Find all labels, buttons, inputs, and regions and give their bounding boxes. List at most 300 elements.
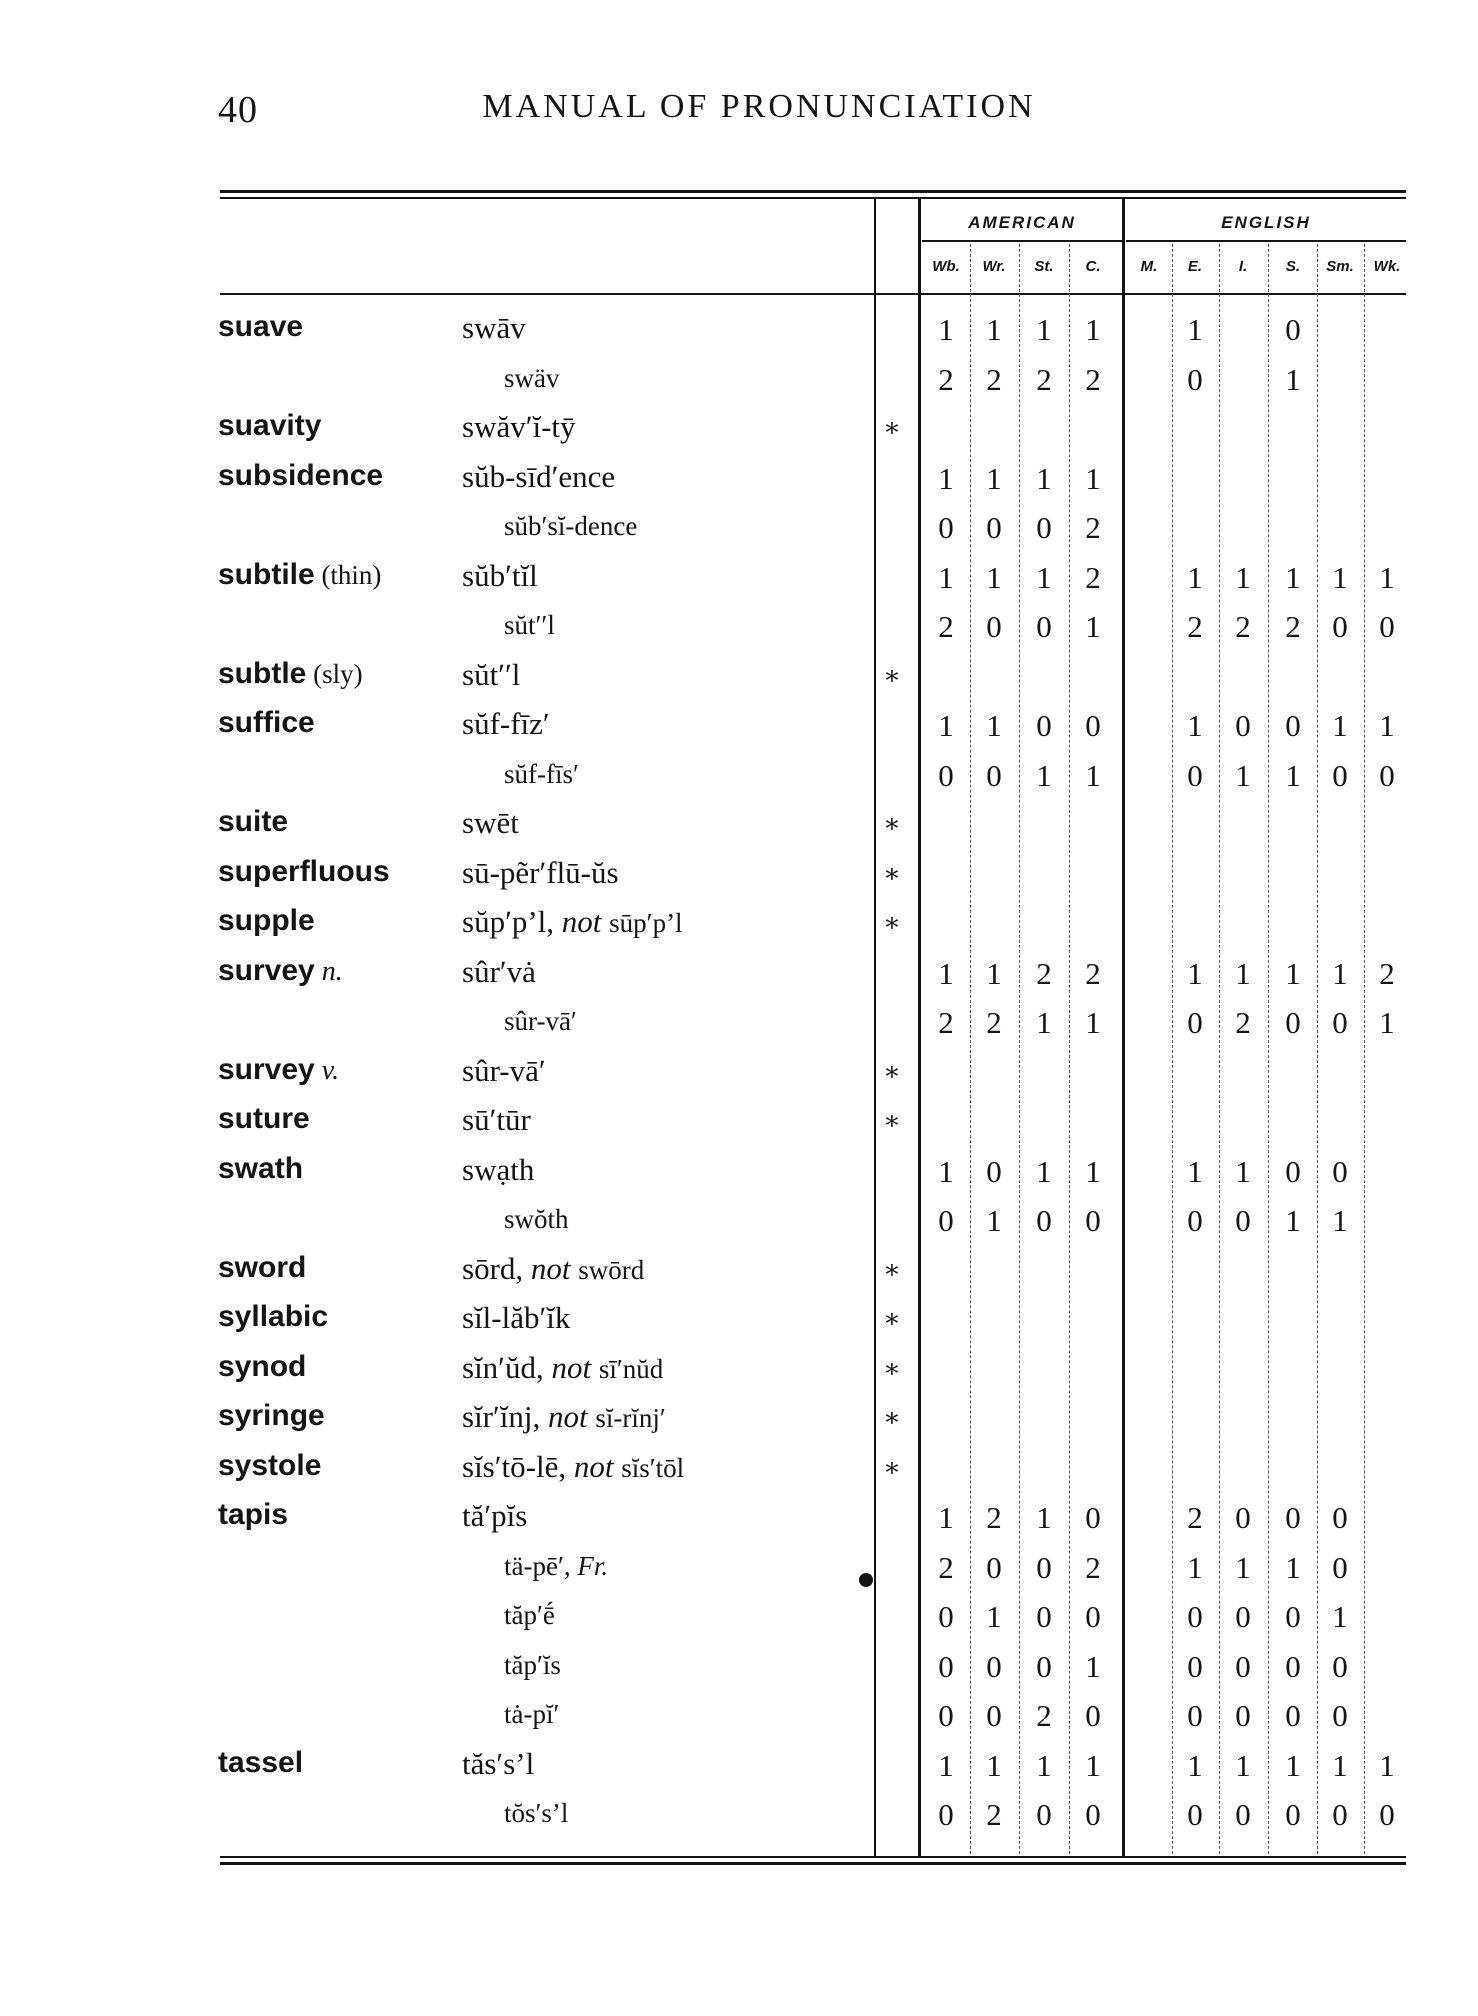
not-label: not: [566, 1448, 622, 1484]
incorrect-pronunciation: sĭ-rĭnjʹ: [595, 1403, 666, 1433]
table-row: [0, 1049, 1478, 1098]
table-cell: 1: [986, 559, 1002, 595]
not-label: not: [523, 1250, 579, 1286]
pronunciation: [462, 1350, 663, 1386]
table-cell: 1: [1187, 955, 1203, 991]
table-cell: 0: [1187, 757, 1203, 793]
table-row: [0, 1098, 1478, 1147]
table-cell: 2: [986, 361, 1002, 397]
column-header: M.: [1140, 258, 1158, 275]
table-row: [0, 405, 1478, 454]
pronunciation-text: swēt: [462, 805, 519, 840]
table-cell: 0: [1187, 1005, 1203, 1040]
table-cell: 2: [1085, 361, 1101, 397]
incorrect-pronunciation: sĭsʹtōl: [621, 1452, 685, 1483]
pronunciation: [462, 855, 619, 891]
star-marker: ∗: [883, 660, 901, 690]
alternate-pronunciation: [504, 1600, 555, 1631]
table-cell: 1: [938, 1747, 954, 1783]
pronunciation-text: tăsʹs’l: [462, 1745, 535, 1781]
star-marker: ∗: [883, 858, 901, 888]
pronunciation: [462, 558, 538, 594]
table-cell: 0: [1332, 1698, 1348, 1733]
table-cell: 2: [938, 361, 954, 397]
table-row: [0, 1395, 1478, 1444]
bottom-rule-2: [220, 1862, 1406, 1865]
table-cell: 2: [1187, 1500, 1203, 1535]
table-cell: 0: [1036, 708, 1052, 743]
table-cell: 0: [1235, 1599, 1251, 1634]
table-row: [0, 1494, 1478, 1543]
pronunciation-text: sŭf-fīsʹ: [504, 758, 579, 789]
table-cell: 0: [986, 1698, 1002, 1733]
incorrect-pronunciation: swōrd: [578, 1254, 645, 1285]
pronunciation-text: sûrʹvȧ: [462, 953, 536, 989]
table-cell: 1: [1332, 1599, 1348, 1634]
table-cell: 2: [938, 1549, 954, 1585]
table-cell: 1: [1187, 1747, 1203, 1783]
table-row: [0, 1742, 1478, 1791]
table-cell: 0: [1085, 1203, 1101, 1238]
not-label: not: [543, 1349, 599, 1385]
pronunciation-text: sĭnʹŭd,: [462, 1349, 544, 1385]
table-cell: 0: [1285, 1698, 1301, 1733]
table-cell: 1: [1036, 1153, 1052, 1189]
star-marker: ∗: [883, 1304, 901, 1333]
pronunciation-text: sŭtʹʹl: [504, 610, 555, 640]
entry-word: [218, 1498, 288, 1532]
not-label: not: [540, 1399, 596, 1434]
table-cell: 0: [1285, 1153, 1301, 1189]
table-row: [0, 752, 1478, 801]
table-cell: 1: [986, 1747, 1002, 1783]
table-cell: 1: [1332, 1203, 1348, 1238]
pronunciation-text: sĭsʹtō-lē,: [462, 1448, 567, 1484]
table-cell: 1: [1085, 1005, 1101, 1040]
pronunciation: [462, 1300, 570, 1336]
table-cell: 0: [986, 1648, 1002, 1684]
pronunciation-text: tä-pēʹ,: [504, 1550, 571, 1581]
entry-note: (sly): [306, 658, 363, 689]
table-cell: 1: [1379, 708, 1395, 743]
table-cell: 0: [938, 1599, 954, 1634]
table-cell: 0: [1036, 609, 1052, 644]
pronunciation: [462, 310, 526, 346]
table-cell: 1: [1187, 708, 1203, 743]
pronunciation-text: sûr-vāʹ: [462, 1052, 546, 1088]
table-cell: 1: [1379, 559, 1395, 595]
table-cell: 1: [1235, 559, 1251, 595]
entry-note: (thin): [314, 559, 382, 590]
table-cell: 1: [938, 955, 954, 991]
table-cell: 1: [1235, 1747, 1251, 1783]
table-cell: 2: [1085, 510, 1101, 545]
table-cell: 1: [1285, 955, 1301, 991]
table-cell: 1: [986, 1599, 1002, 1634]
column-header: Wk.: [1373, 258, 1401, 275]
table-cell: 0: [1235, 1500, 1251, 1535]
table-cell: 1: [1235, 1549, 1251, 1585]
column-header: E.: [1187, 258, 1203, 275]
table-row: [0, 1791, 1478, 1840]
alternate-pronunciation: [504, 610, 555, 641]
header-rule: [220, 293, 1406, 295]
table-cell: 1: [938, 312, 954, 347]
group-rule-english: [1126, 240, 1406, 242]
table-cell: 0: [1235, 1797, 1251, 1832]
pronunciation-text: tăpʹḗ: [504, 1600, 555, 1630]
table-cell: 0: [1235, 708, 1251, 743]
table-cell: 0: [986, 510, 1002, 545]
table-cell: 0: [1285, 312, 1301, 347]
table-cell: 0: [1235, 1203, 1251, 1238]
table-cell: 0: [1187, 1797, 1203, 1832]
table-cell: 0: [1285, 1599, 1301, 1634]
entry-word: [218, 954, 343, 988]
table-cell: 0: [1285, 1005, 1301, 1040]
table-row: [0, 702, 1478, 751]
entry-word: [218, 855, 390, 889]
table-cell: 0: [1187, 1203, 1203, 1238]
table-cell: 2: [986, 1500, 1002, 1535]
table-cell: 1: [1085, 1648, 1101, 1684]
pronunciation-text: tăpʹĭs: [504, 1649, 561, 1680]
pronunciation-text: sŭbʹsĭ-dence: [504, 511, 638, 541]
table-cell: 0: [1379, 757, 1395, 793]
entry-word: [218, 904, 315, 938]
entry-part-of-speech: v.: [314, 1054, 340, 1086]
alternate-pronunciation: [504, 759, 579, 790]
alternate-pronunciation: [504, 1551, 608, 1582]
table-cell: 1: [1235, 1153, 1251, 1189]
entry-word-text: subtle: [218, 656, 307, 690]
table-cell: 1: [1187, 1153, 1203, 1189]
table-row: [0, 504, 1478, 553]
pronunciation: [462, 805, 519, 841]
table-cell: 1: [986, 708, 1002, 743]
entry-word-text: tassel: [218, 1745, 304, 1779]
table-cell: 0: [986, 1153, 1002, 1189]
table-row: [0, 801, 1478, 850]
table-cell: 1: [1036, 1005, 1052, 1040]
table-cell: 0: [1085, 1500, 1101, 1535]
alternate-pronunciation: [504, 363, 560, 394]
table-row: [0, 306, 1478, 355]
pronunciation: [462, 1251, 644, 1287]
entry-word: [218, 310, 303, 344]
pronunciation-text: swāv: [462, 310, 526, 345]
table-cell: 2: [938, 609, 954, 644]
table-cell: 0: [986, 757, 1002, 793]
entry-word-text: syringe: [218, 1399, 325, 1432]
table-cell: 1: [1085, 757, 1101, 793]
entry-word: [218, 459, 383, 493]
entry-word-text: superfluous: [218, 854, 390, 888]
table-cell: 0: [1187, 1599, 1203, 1634]
running-head: MANUAL OF PRONUNCIATION: [482, 88, 1036, 125]
pronunciation: [462, 1498, 527, 1534]
entry-word: [218, 1102, 310, 1136]
table-row: [0, 851, 1478, 900]
table-cell: 1: [1036, 460, 1052, 496]
star-marker: ∗: [883, 1106, 901, 1135]
table-cell: 0: [1332, 1005, 1348, 1040]
entry-word-text: swath: [218, 1151, 304, 1185]
table-cell: 0: [938, 1698, 954, 1733]
table-cell: 2: [1085, 1549, 1101, 1585]
table-row: [0, 1148, 1478, 1197]
table-cell: 0: [938, 1797, 954, 1832]
table-cell: 2: [938, 1005, 954, 1040]
pronunciation-text: sĭrʹĭnj,: [462, 1399, 541, 1434]
entry-word-text: supple: [218, 904, 315, 937]
table-cell: 1: [1379, 1005, 1395, 1040]
table-cell: 2: [986, 1797, 1002, 1832]
table-cell: 2: [1187, 609, 1203, 644]
entry-word: [218, 1399, 325, 1433]
entry-word: [218, 1053, 339, 1087]
star-marker: ∗: [883, 1403, 901, 1432]
table-cell: 1: [938, 708, 954, 743]
entry-word-text: synod: [218, 1349, 307, 1383]
table-cell: 0: [1379, 1797, 1395, 1832]
column-header: Wr.: [982, 258, 1006, 275]
alternate-pronunciation: [504, 1798, 568, 1829]
table-cell: 1: [1332, 1747, 1348, 1783]
pronunciation-text: sū-pẽrʹflū-ŭs: [462, 854, 619, 890]
entry-part-of-speech: n.: [314, 955, 343, 987]
entry-word: [218, 409, 321, 443]
table-cell: 0: [938, 757, 954, 793]
table-row: [0, 1643, 1478, 1692]
table-cell: 1: [1235, 955, 1251, 991]
table-row: [0, 1445, 1478, 1494]
pronunciation: [462, 1746, 534, 1782]
entry-word: [218, 1251, 306, 1285]
entry-word: [218, 657, 363, 691]
table-cell: 0: [1332, 1153, 1348, 1189]
table-cell: 1: [986, 312, 1002, 347]
table-cell: 1: [1187, 312, 1203, 347]
entry-word-text: suture: [218, 1102, 310, 1135]
table-row: [0, 999, 1478, 1048]
table-cell: 1: [1285, 1549, 1301, 1585]
table-cell: 0: [1187, 1648, 1203, 1684]
star-marker: ∗: [883, 1056, 901, 1086]
entry-word: [218, 1152, 303, 1186]
entry-word-text: survey: [218, 953, 315, 987]
incorrect-pronunciation: sūpʹp’l: [609, 908, 683, 938]
bottom-rule: [220, 1856, 1406, 1858]
column-header: Sm.: [1326, 258, 1354, 275]
table-row: [0, 653, 1478, 702]
table-row: [0, 455, 1478, 504]
star-marker: ∗: [883, 413, 901, 442]
table-row: [0, 1296, 1478, 1345]
entry-word: [218, 706, 315, 740]
table-cell: 1: [1036, 1747, 1052, 1783]
column-header: I.: [1238, 258, 1248, 275]
pronunciation-text: sĭl-lăbʹĭk: [462, 1300, 571, 1335]
table-row: [0, 900, 1478, 949]
table-cell: 0: [1085, 708, 1101, 743]
table-cell: 2: [1235, 1005, 1251, 1040]
table-cell: 2: [1235, 609, 1251, 644]
table-cell: 0: [1285, 708, 1301, 743]
entry-word-text: sword: [218, 1250, 307, 1284]
table-cell: 1: [986, 1203, 1002, 1238]
table-cell: 0: [1332, 1500, 1348, 1535]
table-cell: 0: [986, 1549, 1002, 1585]
table-cell: 2: [1085, 559, 1101, 595]
pronunciation-text: swăvʹĭ-tȳ: [462, 409, 576, 444]
entry-word-text: suave: [218, 310, 304, 343]
alternate-pronunciation: [504, 1006, 577, 1037]
pronunciation-text: sūʹtūr: [462, 1102, 531, 1137]
entry-word-text: subtile: [218, 557, 315, 591]
table-row: [0, 1197, 1478, 1246]
table-cell: 0: [1379, 609, 1395, 644]
table-row: [0, 603, 1478, 652]
entry-word: [218, 1449, 321, 1483]
table-cell: 0: [1036, 1549, 1052, 1585]
table-cell: 1: [1332, 708, 1348, 743]
pronunciation: [462, 1102, 531, 1138]
table-cell: 0: [1332, 1797, 1348, 1832]
table-row: [0, 356, 1478, 405]
table-cell: 1: [1285, 361, 1301, 397]
table-row: [0, 1346, 1478, 1395]
pronunciation: [462, 954, 536, 990]
pronunciation: [462, 1449, 684, 1485]
table-cell: 0: [1285, 1648, 1301, 1684]
table-cell: 2: [1036, 1698, 1052, 1733]
pronunciation-text: tŏsʹs’l: [504, 1798, 569, 1828]
table-cell: 1: [1085, 1153, 1101, 1189]
top-rule: [220, 190, 1406, 193]
table-cell: 0: [1036, 1599, 1052, 1634]
pronunciation-text: swŏth: [504, 1204, 569, 1234]
entry-word: [218, 1300, 328, 1334]
alternate-pronunciation: [504, 1204, 569, 1235]
table-cell: 1: [1036, 757, 1052, 793]
table-cell: 2: [986, 1005, 1002, 1040]
table-cell: 1: [938, 559, 954, 595]
pronunciation-text: sŭb-sīdʹence: [462, 458, 616, 494]
table-cell: 2: [1285, 609, 1301, 644]
pronunciation-text: swäv: [504, 362, 560, 393]
table-cell: 0: [1187, 1698, 1203, 1733]
star-marker: ∗: [883, 1353, 901, 1383]
table-cell: 0: [1036, 1203, 1052, 1238]
pronunciation-text: tăʹpĭs: [462, 1498, 528, 1533]
table-cell: 1: [938, 460, 954, 496]
alternate-pronunciation: [504, 1650, 561, 1681]
entry-word-text: suite: [218, 805, 289, 838]
table-cell: 1: [1036, 559, 1052, 595]
star-marker: ∗: [883, 908, 901, 937]
pronunciation: [462, 904, 683, 940]
table-cell: 0: [1285, 1797, 1301, 1832]
table-cell: 2: [1085, 955, 1101, 991]
pronunciation: [462, 706, 550, 742]
table-cell: 1: [1285, 1747, 1301, 1783]
alternate-pronunciation: [504, 511, 637, 542]
table-cell: 1: [1285, 559, 1301, 595]
table-row: [0, 1593, 1478, 1642]
table-cell: 2: [1036, 361, 1052, 397]
table-cell: 1: [938, 1153, 954, 1189]
table-cell: 1: [1036, 1500, 1052, 1535]
entry-word: [218, 1746, 303, 1780]
table-cell: 2: [1379, 955, 1395, 991]
table-cell: 0: [1036, 1797, 1052, 1832]
pronunciation: [462, 459, 615, 495]
table-row: [0, 1247, 1478, 1296]
table-cell: 1: [1085, 609, 1101, 644]
table-cell: 1: [1332, 955, 1348, 991]
table-cell: 1: [1379, 1747, 1395, 1783]
column-header: Wb.: [932, 258, 960, 275]
column-header: C.: [1085, 258, 1101, 275]
pronunciation-text: tȧ-pĭʹ: [504, 1699, 560, 1729]
entry-word-text: tapis: [218, 1498, 289, 1531]
table-cell: 1: [1085, 312, 1101, 347]
table-cell: 0: [1285, 1500, 1301, 1535]
top-rule-2: [220, 197, 1406, 199]
entry-word-text: survey: [218, 1052, 315, 1086]
language-note: Fr.: [570, 1550, 609, 1581]
column-header: St.: [1034, 258, 1054, 275]
entry-word-text: systole: [218, 1448, 322, 1482]
table-cell: 1: [1085, 1747, 1101, 1783]
table-cell: 0: [1332, 757, 1348, 793]
table-cell: 0: [938, 510, 954, 545]
group-header-english: ENGLISH: [1221, 213, 1311, 232]
page-number: 40: [218, 89, 258, 131]
table-row: [0, 1544, 1478, 1593]
pronunciation-text: sŭf-fīzʹ: [462, 706, 550, 741]
entry-word-text: syllabic: [218, 1300, 329, 1333]
table-cell: 0: [1332, 609, 1348, 644]
table-cell: 0: [1235, 1648, 1251, 1684]
pronunciation: [462, 1053, 546, 1089]
table-cell: 0: [1085, 1698, 1101, 1733]
pronunciation-text: sŭpʹp’l,: [462, 904, 555, 939]
entry-word-text: subsidence: [218, 458, 384, 492]
table-cell: 1: [986, 460, 1002, 496]
star-marker: ∗: [883, 1452, 901, 1482]
pronunciation: [462, 409, 576, 445]
table-cell: 0: [1085, 1599, 1101, 1634]
entry-word: [218, 1350, 306, 1384]
table-cell: 0: [938, 1203, 954, 1238]
table-cell: 1: [1235, 757, 1251, 793]
star-marker: ∗: [883, 809, 901, 838]
table-cell: 2: [1036, 955, 1052, 991]
incorrect-pronunciation: sīʹnŭd: [598, 1353, 664, 1384]
table-cell: 1: [1187, 559, 1203, 595]
table-cell: 0: [986, 609, 1002, 644]
table-cell: 1: [1332, 559, 1348, 595]
table-row: [0, 950, 1478, 999]
table-row: [0, 1692, 1478, 1741]
table-cell: 0: [1235, 1698, 1251, 1733]
entry-word-text: suffice: [218, 706, 315, 739]
pronunciation-text: sōrd,: [462, 1250, 524, 1286]
not-label: not: [554, 904, 610, 939]
group-rule-american: [922, 240, 1122, 242]
